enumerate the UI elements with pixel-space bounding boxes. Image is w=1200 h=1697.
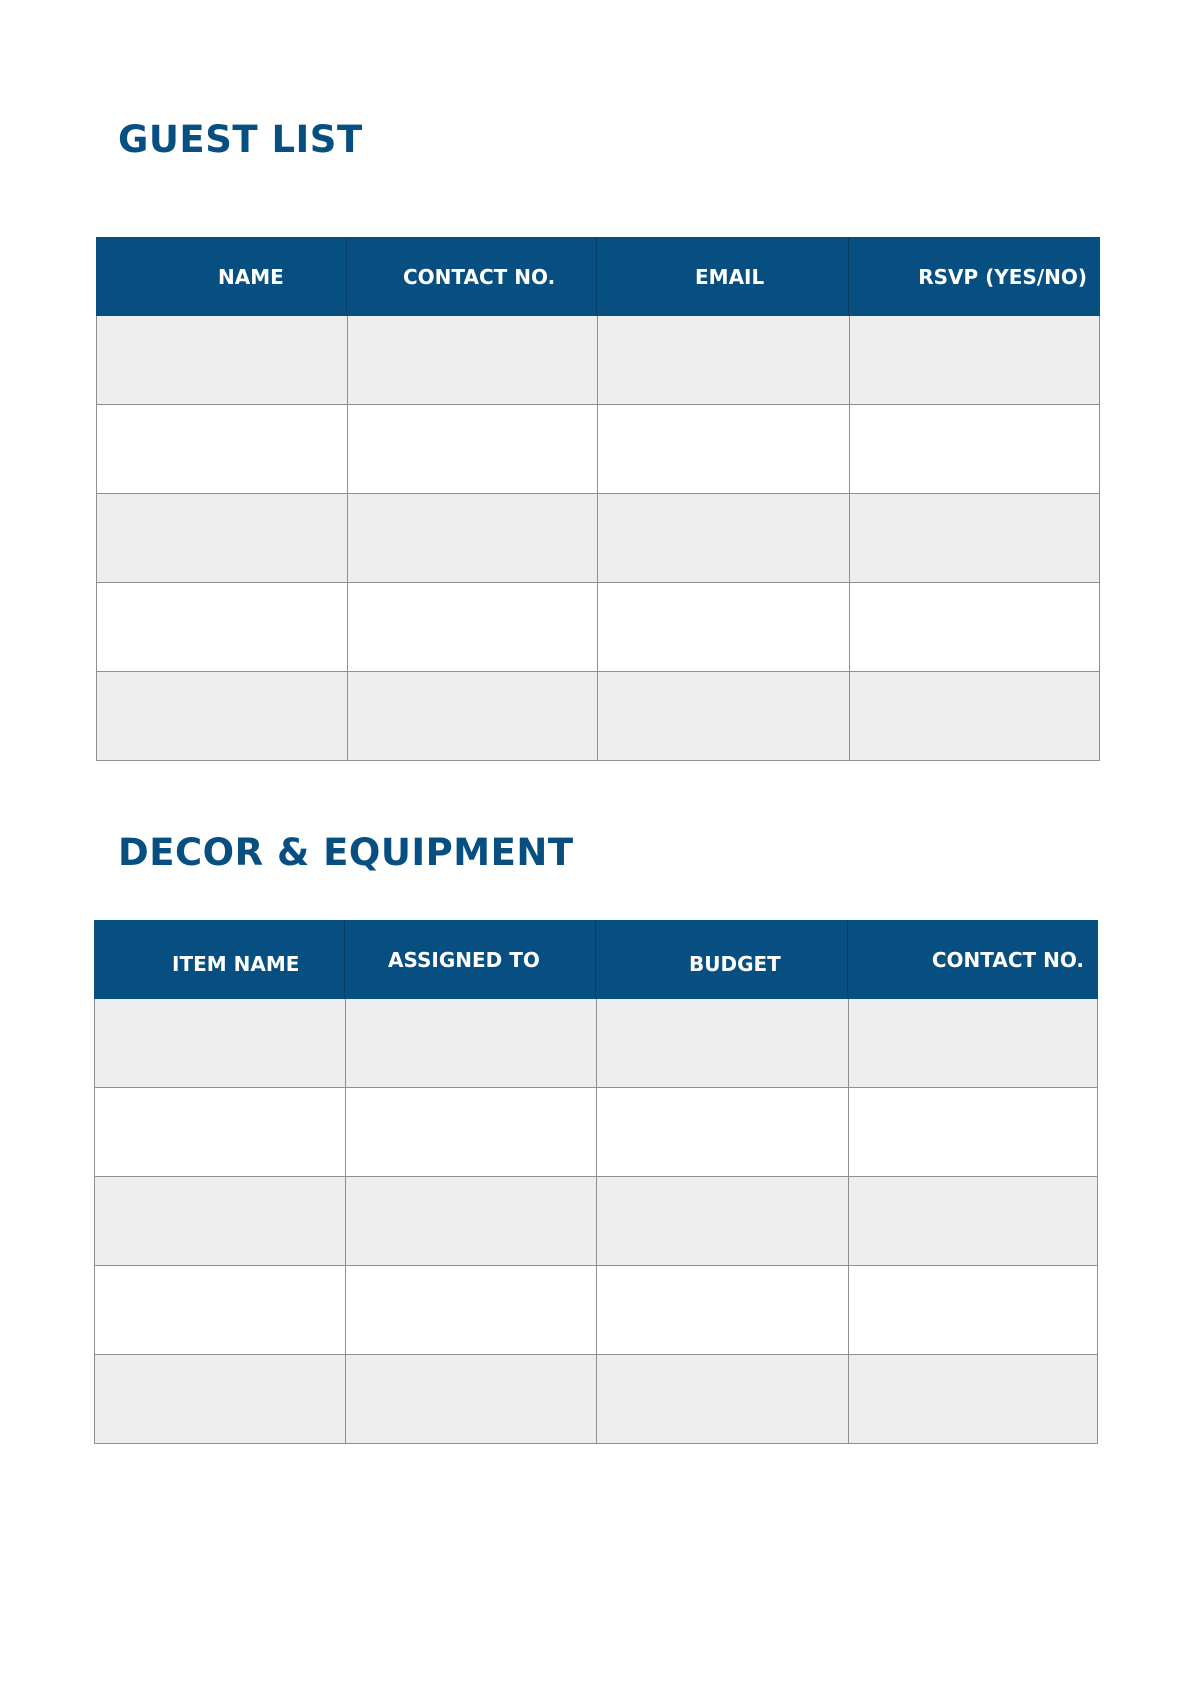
table-cell[interactable] (94, 1088, 345, 1176)
table-cell[interactable] (347, 405, 597, 493)
table-cell[interactable] (96, 316, 347, 404)
table-cell[interactable] (96, 672, 347, 760)
table-body (94, 999, 1098, 1444)
decor-equipment-table (94, 920, 1098, 1444)
table-cell[interactable] (848, 1266, 1098, 1354)
table-cell[interactable] (848, 1355, 1098, 1443)
table-header (94, 920, 1098, 999)
table-row (96, 405, 1100, 494)
table-cell[interactable] (347, 672, 597, 760)
header-cell-contact (848, 920, 1098, 999)
table-cell[interactable] (848, 1177, 1098, 1265)
header-cell-budget (596, 920, 848, 999)
table-cell[interactable] (597, 583, 849, 671)
table-cell[interactable] (94, 1266, 345, 1354)
table-row (96, 494, 1100, 583)
table-cell[interactable] (597, 405, 849, 493)
table-row (94, 1266, 1098, 1355)
table-cell[interactable] (849, 583, 1100, 671)
header-label: EMAIL (695, 265, 765, 289)
table-cell[interactable] (849, 405, 1100, 493)
table-cell[interactable] (347, 494, 597, 582)
table-cell[interactable] (94, 1355, 345, 1443)
table-cell[interactable] (345, 1088, 596, 1176)
header-cell-email (597, 237, 849, 316)
table-cell[interactable] (596, 1088, 848, 1176)
decor-equipment-title: DECOR & EQUIPMENT (118, 831, 574, 874)
header-label: ASSIGNED TO (388, 948, 540, 972)
table-cell[interactable] (96, 494, 347, 582)
table-cell[interactable] (596, 1266, 848, 1354)
header-label: RSVP (YES/NO) (918, 265, 1087, 289)
table-cell[interactable] (345, 1355, 596, 1443)
table-header (96, 237, 1100, 316)
header-cell-rsvp (849, 237, 1100, 316)
table-cell[interactable] (596, 999, 848, 1087)
header-label: CONTACT NO. (403, 265, 556, 289)
table-cell[interactable] (96, 583, 347, 671)
table-cell[interactable] (596, 1177, 848, 1265)
guest-list-table (96, 237, 1100, 761)
table-cell[interactable] (596, 1355, 848, 1443)
table-cell[interactable] (849, 672, 1100, 760)
table-row (94, 1177, 1098, 1266)
table-cell[interactable] (96, 405, 347, 493)
header-label: ITEM NAME (172, 952, 300, 976)
table-cell[interactable] (94, 999, 345, 1087)
guest-list-title: GUEST LIST (118, 118, 363, 161)
table-row (94, 1088, 1098, 1177)
header-label: CONTACT NO. (931, 948, 1084, 972)
table-cell[interactable] (597, 316, 849, 404)
header-cell-contact (347, 237, 597, 316)
table-cell[interactable] (345, 1266, 596, 1354)
table-row (96, 672, 1100, 761)
header-label: NAME (218, 265, 284, 289)
header-label: BUDGET (689, 952, 781, 976)
table-row (96, 583, 1100, 672)
table-cell[interactable] (94, 1177, 345, 1265)
table-cell[interactable] (347, 316, 597, 404)
header-cell-name (96, 237, 347, 316)
table-body (96, 316, 1100, 761)
header-cell-item-name (94, 920, 345, 999)
table-cell[interactable] (345, 1177, 596, 1265)
table-row (94, 999, 1098, 1088)
table-cell[interactable] (848, 1088, 1098, 1176)
table-cell[interactable] (849, 494, 1100, 582)
table-cell[interactable] (849, 316, 1100, 404)
table-row (96, 316, 1100, 405)
table-cell[interactable] (347, 583, 597, 671)
table-cell[interactable] (597, 672, 849, 760)
table-row (94, 1355, 1098, 1444)
table-cell[interactable] (848, 999, 1098, 1087)
table-cell[interactable] (345, 999, 596, 1087)
header-cell-assigned-to (345, 920, 596, 999)
table-cell[interactable] (597, 494, 849, 582)
